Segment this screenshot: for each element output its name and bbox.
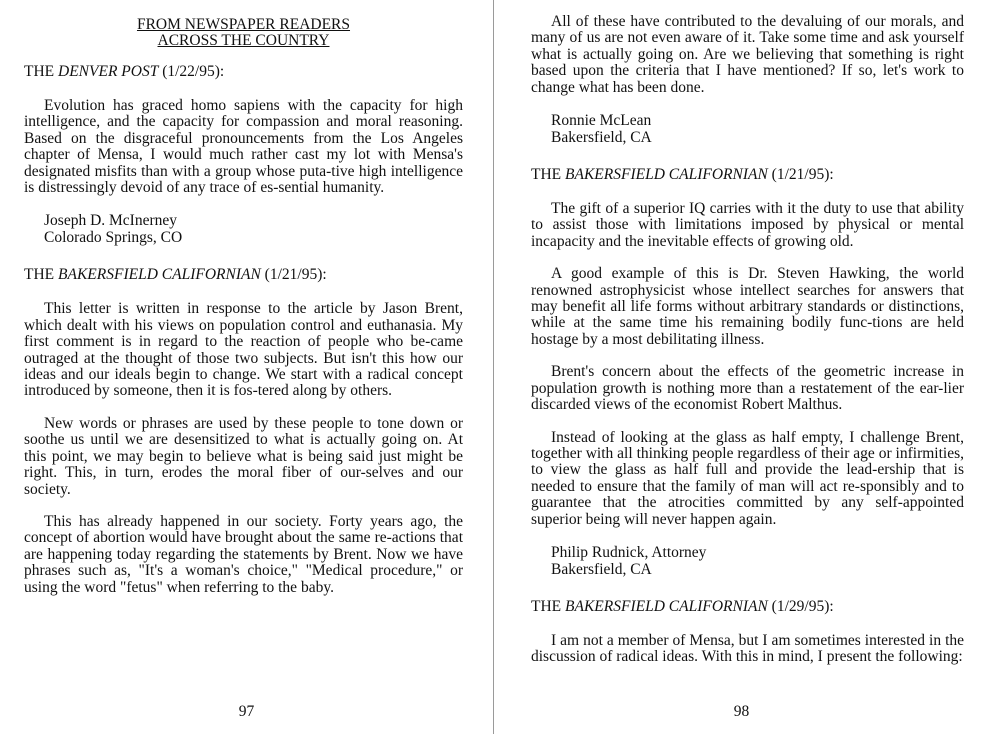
section-heading <box>24 17 463 49</box>
letter-paragraph: I am not a member of Mensa, but I am sometimes interested in the discussion of radical ideas. With this in mind, I present the following: <box>531 631 964 666</box>
signature-place: Colorado Springs, CO <box>44 229 183 247</box>
source-prefix: THE <box>24 63 59 80</box>
publication-name: DENVER POST <box>58 63 159 80</box>
signature-name: Philip Rudnick, Attorney <box>551 543 707 561</box>
letter-paragraph: This letter is written in response to the article by Jason Brent, which dealt with his views on population control and euthanasia. My first comment is in regard to the reaction of people who be-came outraged at the thought of those two subjects. But isn't this how our ideas and our ideals begin to change. We start with a radical concept introduced by someone, then it is fos-tered along by others. <box>24 300 463 400</box>
page-97 <box>0 0 493 734</box>
letter-paragraph: Evolution has graced homo sapiens with the capacity for high intelligence, and the capacity for compassion and moral reasoning. Based on the disgraceful pronouncements from the Los Angeles chapter of Mensa, I would much rather cast my lot with Mensa's designated misfits than with a group whose puta-tive high intelligence is distressingly devoid of any trace of es-sential humanity. <box>24 97 463 197</box>
letter-paragraph: A good example of this is Dr. Steven Hawking, the world renowned astrophysicist whose intellect searches for answers that may benefit all life forms without arbitrary standards or distinctions, while at the same time his remaining bodily func-tions are held hostage by a most debilitating illness. <box>531 265 964 348</box>
signature-place: Bakersfield, CA <box>551 560 652 578</box>
source-prefix: THE <box>531 166 566 184</box>
source-bakersfield-californian <box>531 166 964 184</box>
letter-paragraph: New words or phrases are used by these people to tone down or soothe us until we are desensitized to what is actually going on. At this point, we may begin to believe what is being said just might be right. This, in turn, erodes the moral fiber of our-selves and our society. <box>24 414 463 498</box>
source-bakersfield-californian <box>531 598 964 616</box>
letter-signature <box>551 112 964 146</box>
signature-name: Ronnie McLean <box>551 112 652 130</box>
signature-name: Joseph D. McInerney <box>44 212 178 230</box>
source-date: (1/21/95): <box>260 266 327 284</box>
letter-paragraph: This has already happened in our society. Forty years ago, the concept of abortion would have brought about the same re-actions that are happening today regarding the statements by Brent. Now we have phrases such as, "It's a woman's choice," "Medical procedure," or using the word "fetus" when referring to the baby. <box>24 512 463 596</box>
book-gutter <box>493 0 494 734</box>
letter-signature <box>551 544 964 578</box>
page-98 <box>495 0 988 734</box>
source-bakersfield-californian <box>24 266 463 284</box>
letter-paragraph: All of these have contributed to the devaluing of our morals, and many of us are not even aware of it. Take some time and ask yourself what is actually going on. Are we believing that something is right based upon the criteria that I have mentioned? If so, let's work to change what has been done. <box>531 13 964 96</box>
publication-name: BAKERSFIELD CALIFORNIAN <box>565 166 768 184</box>
publication-name: BAKERSFIELD CALIFORNIAN <box>565 597 768 615</box>
source-prefix: THE <box>531 597 566 615</box>
heading-line-1: FROM NEWSPAPER READERS <box>136 16 351 33</box>
source-denver-post <box>24 63 463 81</box>
signature-place: Bakersfield, CA <box>551 129 652 147</box>
source-prefix: THE <box>24 266 59 284</box>
publication-name: BAKERSFIELD CALIFORNIAN <box>58 266 261 284</box>
source-date: (1/29/95): <box>767 597 834 615</box>
source-date: (1/21/95): <box>767 166 834 184</box>
source-date: (1/22/95): <box>158 63 225 80</box>
letter-paragraph: Brent's concern about the effects of the geometric increase in population growth is nothing more than a restatement of the ear-lier discarded views of the economist Robert Malthus. <box>531 363 964 414</box>
letter-paragraph: The gift of a superior IQ carries with it the duty to use that ability to assist those with limitations imposed by physical or mental incapacity and the inevitable effects of growing old. <box>531 200 964 250</box>
page-number: 97 <box>238 703 255 720</box>
letter-paragraph: Instead of looking at the glass as half empty, I challenge Brent, together with all thinking people regardless of their age or infirmities, to view the glass as half full and provide the lead-ership that is needed to ensure that the family of man will act re-sponsibly and to guarantee that the atrocities committed by any self-appointed superior being will never happen again. <box>531 428 964 528</box>
heading-line-2: ACROSS THE COUNTRY <box>157 32 330 49</box>
letter-signature <box>44 212 463 246</box>
page-number: 98 <box>733 703 750 720</box>
